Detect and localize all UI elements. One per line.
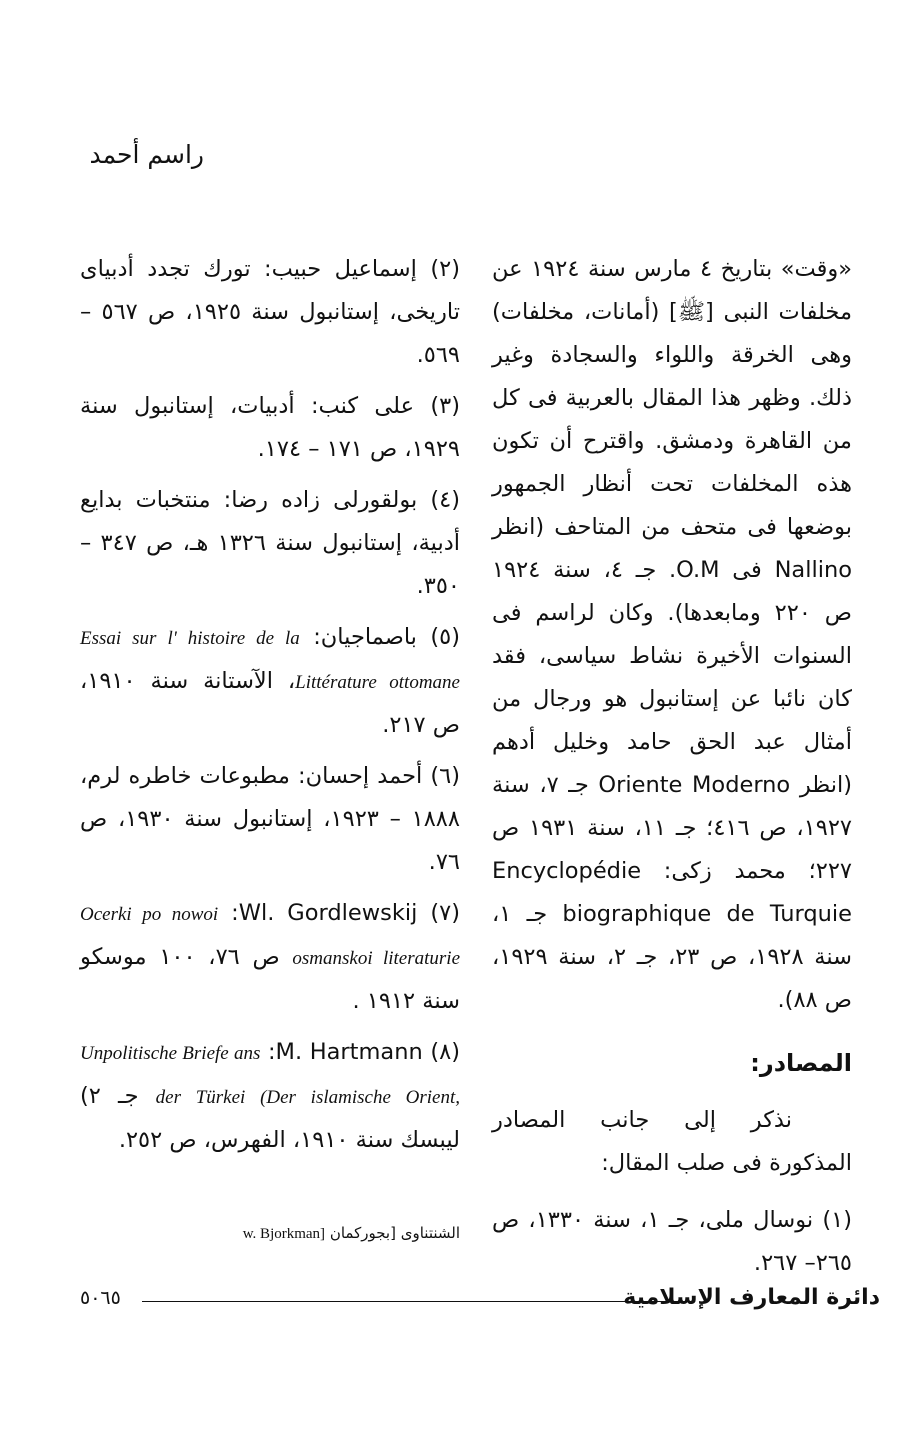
source-4: (٤) بولقورلى زاده رضا: منتخبات بدايع أدبية، إستانبول سنة ١٣٢٦ هـ، ص ٣٤٧ – ٣٥٠. [80,487,460,599]
encyclopedia-title: دائرة المعارف الإسلامية [623,1285,880,1310]
source-8 [80,1031,460,1162]
sources-heading: المصادر: [750,1049,852,1077]
credit-translator: الشنتناوى [400,1224,460,1242]
source-5 [80,616,460,747]
source-8-title: Unpolitische Briefe ans der Türkei (Der islamische Orient, [80,1043,460,1108]
source-8-author: (٨) M. Hartmann: [260,1039,460,1065]
source-2: (٢) إسماعيل حبيب: تورك تجدد أدبياى تاريخى، إستانبول سنة ١٩٢٥، ص ٥٦٧ – ٥٦٩. [80,256,460,368]
source-7 [80,892,460,1023]
source-7-details: ص ٧٦، ١٠٠ موسكو سنة ١٩١٢ . [80,944,460,1014]
source-8-details: جـ ٢) ليبسك سنة ١٩١٠، الفهرس، ص ٢٥٢. [80,1083,460,1153]
body-paragraph: «وقت» بتاريخ ٤ مارس سنة ١٩٢٤ عن مخلفات النبى [ﷺ] (أمانات، مخلفات) وهى الخرقة واللواء والسجادة وغير ذلك. وظهر هذا المقال بالعربية فى كل من القاهرة ودمشق. واقترح أن تكون هذه المخلفات تحت أنظار الجمهور بوضعها فى متحف من المتاحف (انظر Nallino فى O.M. جـ ٤، سنة ١٩٢٤ ص ٢٢٠ ومابعدها). وكان لراسم فى السنوات الأخيرة نشاط سياسى، فقد كان نائبا عن إستانبول هو ورجال من أمثال عبد الحق حامد وخليل أدهم (انظر Oriente Moderno جـ ٧، سنة ١٩٢٧، ص ٤١٦؛ جـ ١١، سنة ١٩٣١ ص ٢٢٧؛ محمد زكى: Encyclopédie biographique de Turquie جـ ١، سنة ١٩٢٨، ص ٢٣، جـ ٢، سنة ١٩٢٩، ص ٨٨). [492,256,852,1013]
source-5-details: ، الآستانة سنة ١٩١٠، ص ٢١٧. [80,668,460,738]
right-column [492,248,852,1293]
footer-rule [142,1301,690,1302]
source-3: (٣) على كنب: أدبيات، إستانبول سنة ١٩٢٩، ص ١٧١ – ١٧٤. [80,393,460,462]
page-footer [80,1285,880,1315]
source-7-author: (٧) Wl. Gordlewskij: [218,900,460,926]
article-author: راسم أحمد [89,140,204,169]
source-7-title: Ocerki po nowoi osmanskoi literaturie [80,904,460,969]
sources-intro: نذكر إلى جانب المصادر المذكورة فى صلب المقال: [492,1107,852,1176]
source-5-author: (٥) باصماجيان: [299,624,460,650]
source-1: (١) نوسال ملى، جـ ١، سنة ١٣٣٠، ص ٢٦٥– ٢٦٧. [492,1207,852,1276]
page-number: ٥٠٦٥ [80,1287,121,1309]
left-column [80,248,460,1170]
credit-author-latin: w. Bjorkman] [242,1226,326,1242]
credit-author-ar: [بجوركمان [329,1224,396,1242]
source-5-title: Essai sur l' histoire de la Littérature ottomane [80,628,460,693]
source-6: (٦) أحمد إحسان: مطبوعات خاطره لرم، ١٨٨٨ – ١٩٢٣، إستانبول سنة ١٩٣٠، ص ٧٦. [80,763,460,875]
article-credit [80,1224,460,1243]
